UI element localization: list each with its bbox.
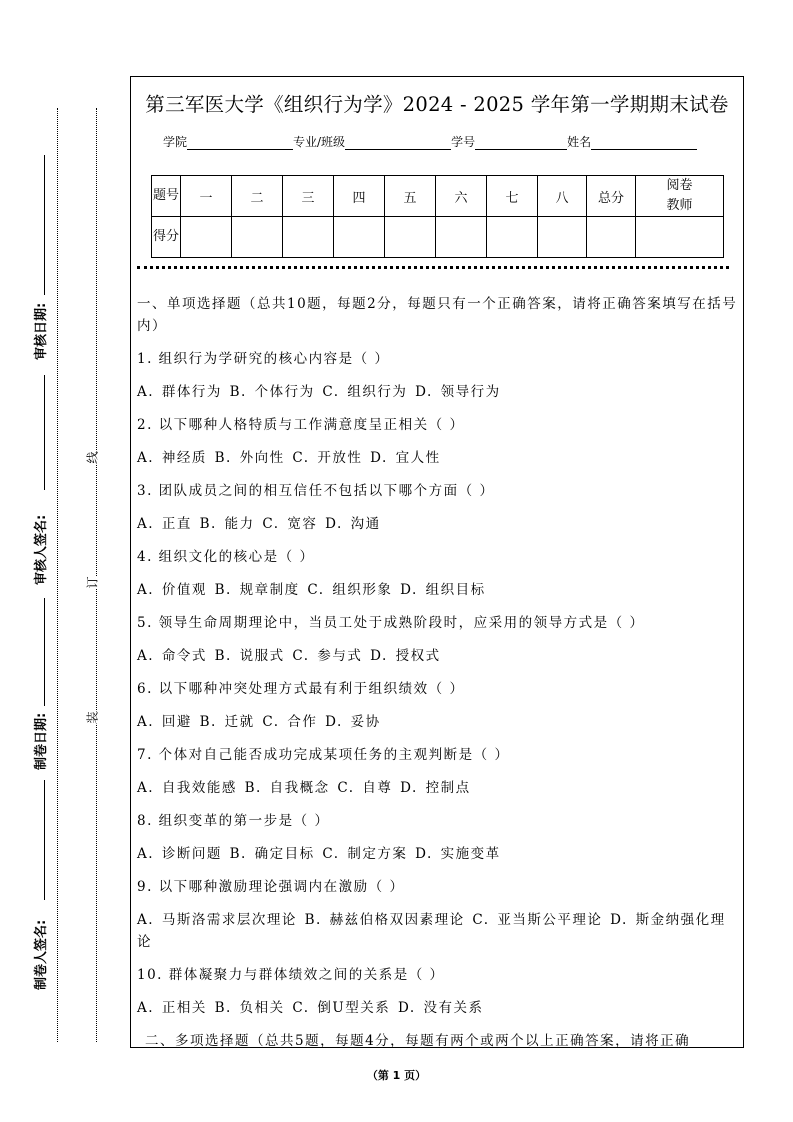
options-5: A. 命令式 B. 说服式 C. 参与式 D. 授权式 [137, 648, 441, 664]
score-cell-total[interactable] [587, 217, 636, 258]
binding-line-outer [57, 108, 58, 1042]
student-id-label: 学号 [451, 135, 476, 149]
student-id-field[interactable] [475, 137, 567, 150]
maker-sign-label: 制卷人签名: [34, 919, 49, 990]
options-9: A. 马斯洛需求层次理论 B. 赫兹伯格双因素理论 C. 亚当斯公平理论 D. 斯金纳强化理论 [137, 912, 726, 950]
page-number: （第 1 页） [366, 1069, 427, 1082]
score-cell[interactable] [181, 217, 232, 258]
maker-date-blank [44, 598, 45, 706]
score-cell-grader[interactable] [636, 217, 724, 258]
score-col-total: 总分 [587, 176, 636, 217]
score-cell[interactable] [436, 217, 487, 258]
score-col-6: 六 [436, 176, 487, 217]
maker-date-label: 制卷日期: [34, 712, 49, 770]
name-label: 姓名 [567, 135, 592, 149]
question-3: 3. 团队成员之间的相互信任不包括以下哪个方面（ ） [137, 483, 495, 499]
reviewer-sign-label: 审核人签名: [34, 514, 49, 585]
college-field[interactable] [187, 137, 293, 150]
score-col-2: 二 [232, 176, 283, 217]
question-4: 4. 组织文化的核心是（ ） [137, 549, 315, 565]
question-7: 7. 个体对自己能否成功完成某项任务的主观判断是（ ） [137, 747, 510, 763]
student-info-row [163, 133, 697, 150]
score-cell[interactable] [334, 217, 385, 258]
score-table-score-row [152, 217, 724, 258]
score-col-4: 四 [334, 176, 385, 217]
options-1: A. 群体行为 B. 个体行为 C. 组织行为 D. 领导行为 [137, 384, 501, 400]
options-10: A. 正相关 B. 负相关 C. 倒U型关系 D. 没有关系 [137, 1000, 484, 1016]
options-3: A. 正直 B. 能力 C. 宽容 D. 沟通 [137, 516, 381, 532]
major-field[interactable] [345, 137, 451, 150]
score-cell[interactable] [385, 217, 436, 258]
score-col-1: 一 [181, 176, 232, 217]
options-4: A. 价值观 B. 规章制度 C. 组织形象 D. 组织目标 [137, 582, 486, 598]
score-table-header-row [152, 176, 724, 217]
question-5: 5. 领导生命周期理论中，当员工处于成熟阶段时，应采用的领导方式是（ ） [137, 615, 645, 631]
score-cell[interactable] [538, 217, 587, 258]
score-cell[interactable] [487, 217, 538, 258]
question-6: 6. 以下哪种冲突处理方式最有利于组织绩效（ ） [137, 681, 465, 697]
section2-heading: 二、多项选择题（总共5题，每题4分，每题有两个或两个以上正确答案，请将正确 [145, 1033, 691, 1049]
maker-sign-blank [44, 780, 45, 900]
question-10: 10. 群体凝聚力与群体绩效之间的关系是（ ） [137, 967, 445, 983]
score-col-7: 七 [487, 176, 538, 217]
score-row-label: 得分 [152, 217, 181, 258]
binding-word-install: 装 [82, 711, 103, 723]
reviewer-date-label: 审核日期: [34, 302, 49, 360]
score-cell[interactable] [232, 217, 283, 258]
question-9: 9. 以下哪种激励理论强调内在激励（ ） [137, 879, 405, 895]
reviewer-sign-blank [44, 375, 45, 490]
score-col-8: 八 [538, 176, 587, 217]
binding-word-order: 订 [82, 576, 103, 588]
exam-frame [130, 76, 744, 1048]
dotted-separator [137, 266, 729, 269]
options-8: A. 诊断问题 B. 确定目标 C. 制定方案 D. 实施变革 [137, 846, 501, 862]
binding-line-inner [96, 108, 97, 1042]
score-col-label: 题号 [152, 176, 181, 217]
score-col-grader: 阅卷教师 [636, 176, 724, 217]
score-cell[interactable] [283, 217, 334, 258]
score-col-5: 五 [385, 176, 436, 217]
score-col-3: 三 [283, 176, 334, 217]
options-2: A. 神经质 B. 外向性 C. 开放性 D. 宜人性 [137, 450, 441, 466]
score-table [151, 175, 724, 258]
binding-word-line: 线 [82, 451, 103, 463]
name-field[interactable] [591, 137, 697, 150]
reviewer-date-blank [44, 155, 45, 295]
question-section [137, 293, 739, 1052]
question-8: 8. 组织变革的第一步是（ ） [137, 813, 330, 829]
options-7: A. 自我效能感 B. 自我概念 C. 自尊 D. 控制点 [137, 780, 471, 796]
section1-heading: 一、单项选择题（总共10题，每题2分，每题只有一个正确答案，请将正确答案填写在括号内） [137, 296, 738, 334]
college-label: 学院 [163, 135, 188, 149]
question-1: 1. 组织行为学研究的核心内容是（ ） [137, 351, 390, 367]
page-title: 第三军医大学《组织行为学》2024 - 2025 学年第一学期期末试卷 [145, 93, 729, 116]
options-6: A. 回避 B. 迁就 C. 合作 D. 妥协 [137, 714, 381, 730]
question-2: 2. 以下哪种人格特质与工作满意度呈正相关（ ） [137, 417, 465, 433]
major-label: 专业/班级 [293, 135, 346, 149]
